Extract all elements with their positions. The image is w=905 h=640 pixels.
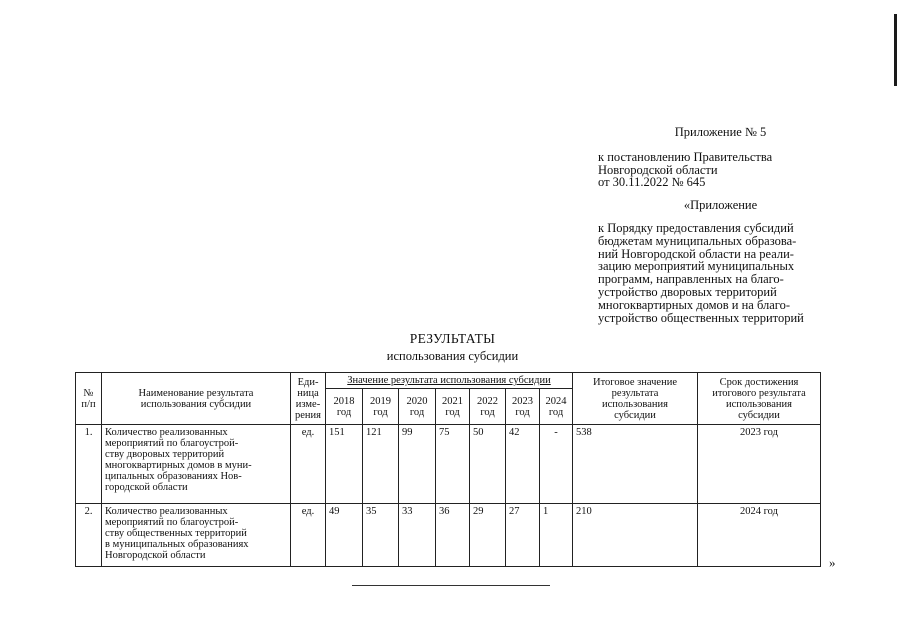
value-2018: 49 bbox=[326, 504, 363, 567]
header-year-2018: 2018 год bbox=[326, 389, 363, 425]
header-year-2021: 2021 год bbox=[436, 389, 470, 425]
decree-line: от 30.11.2022 № 645 bbox=[598, 175, 706, 190]
header-values-group: Значение результата использования субсидии bbox=[326, 373, 573, 389]
row-unit: ед. bbox=[291, 425, 326, 504]
order-line: программ, направленных на благо- bbox=[598, 272, 784, 287]
value-2020: 99 bbox=[399, 425, 436, 504]
order-line: к Порядку предоставления субсидий bbox=[598, 220, 794, 235]
page-edge-bar bbox=[894, 14, 897, 86]
sub-appendix-label: «Приложение bbox=[683, 198, 758, 213]
value-2023: 42 bbox=[506, 425, 540, 504]
order-line: бюджетам муниципальных образова- bbox=[598, 233, 797, 248]
header-total: Итоговое значение результата использования субсидии bbox=[573, 373, 698, 425]
document-title: РЕЗУЛЬТАТЫ bbox=[409, 331, 496, 346]
value-2022: 50 bbox=[470, 425, 506, 504]
row-total: 210 bbox=[573, 504, 698, 567]
value-2022: 29 bbox=[470, 504, 506, 567]
table-row bbox=[76, 425, 821, 504]
header-no: № п/п bbox=[76, 373, 102, 425]
table-row bbox=[76, 504, 821, 567]
value-2019: 35 bbox=[363, 504, 399, 567]
row-name: Количество реализованных мероприятий по благоустрой- ству общественных территорий в муниципальных образованиях Новгородской области bbox=[102, 504, 291, 567]
header-year-2022: 2022 год bbox=[470, 389, 506, 425]
order-line: зацию мероприятий муниципальных bbox=[598, 259, 795, 274]
appendix-block bbox=[598, 126, 843, 324]
value-2018: 151 bbox=[326, 425, 363, 504]
row-name: Количество реализованных мероприятий по благоустрой- ству дворовых территорий многоквартирных домов в муни- ципальных образованиях Нов- городской области bbox=[102, 425, 291, 504]
footer-divider bbox=[352, 585, 550, 586]
header-year-2020: 2020 год bbox=[399, 389, 436, 425]
header-unit: Еди- ница изме- рения bbox=[291, 373, 326, 425]
decree-line: Новгородской области bbox=[598, 162, 718, 177]
row-no: 2. bbox=[76, 504, 102, 567]
results-table bbox=[75, 372, 821, 567]
appendix-label: Приложение № 5 bbox=[674, 125, 767, 139]
header-deadline: Срок достижения итогового результата использования субсидии bbox=[698, 373, 821, 425]
decree-line: к постановлению Правительства bbox=[598, 149, 773, 164]
value-2019: 121 bbox=[363, 425, 399, 504]
row-deadline: 2024 год bbox=[698, 504, 821, 567]
order-line: устройство общественных территорий bbox=[598, 310, 804, 325]
header-name: Наименование результата использования субсидии bbox=[102, 373, 291, 425]
order-line: устройство дворовых территорий bbox=[598, 284, 777, 299]
value-2020: 33 bbox=[399, 504, 436, 567]
value-2021: 75 bbox=[436, 425, 470, 504]
order-line: многоквартирных домов и на благо- bbox=[598, 297, 791, 312]
document-subtitle: использования субсидии bbox=[386, 349, 519, 363]
row-total: 538 bbox=[573, 425, 698, 504]
value-2023: 27 bbox=[506, 504, 540, 567]
closing-quote: » bbox=[829, 555, 836, 570]
header-year-2019: 2019 год bbox=[363, 389, 399, 425]
row-unit: ед. bbox=[291, 504, 326, 567]
value-2021: 36 bbox=[436, 504, 470, 567]
header-year-2023: 2023 год bbox=[506, 389, 540, 425]
header-year-2024: 2024 год bbox=[540, 389, 573, 425]
order-line: ний Новгородской области на реали- bbox=[598, 246, 794, 261]
row-no: 1. bbox=[76, 425, 102, 504]
row-deadline: 2023 год bbox=[698, 425, 821, 504]
value-2024: - bbox=[540, 425, 573, 504]
value-2024: 1 bbox=[540, 504, 573, 567]
